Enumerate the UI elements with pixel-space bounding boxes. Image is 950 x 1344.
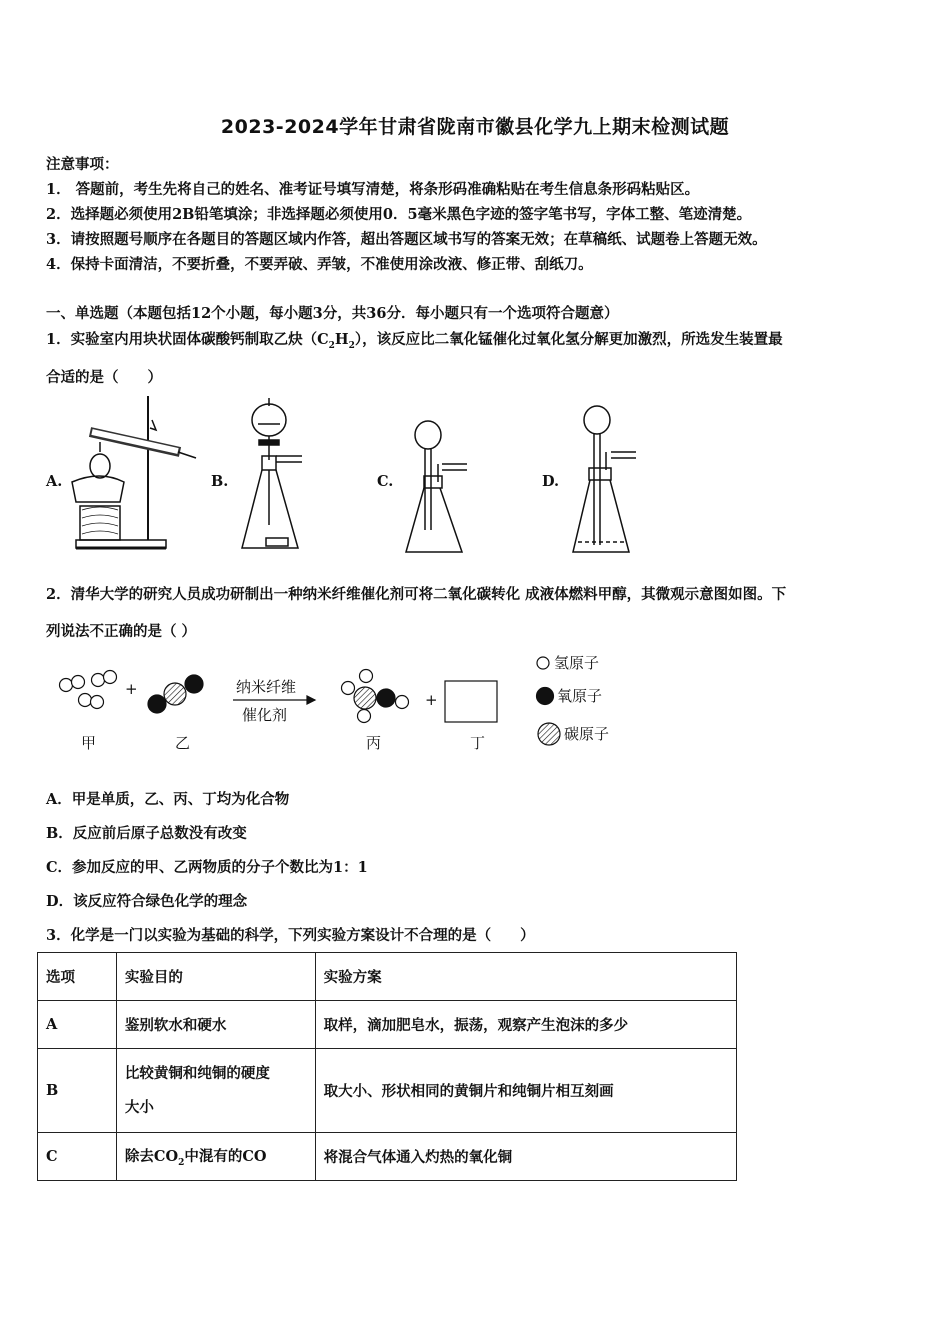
legend-carbon-icon (538, 723, 560, 745)
carbon-dioxide-molecule (148, 675, 203, 713)
row-plan: 取样，滴加肥皂水，振荡，观察产生泡沫的多少 (315, 1001, 736, 1049)
page-title: 2023-2024学年甘肃省陇南市徽县化学九上期末检测试题 (220, 116, 730, 138)
plus-sign-1: + (125, 680, 138, 698)
apparatus-figures (0, 390, 950, 565)
row-option: B (38, 1049, 117, 1133)
label-yi: 乙 (175, 734, 191, 752)
q2-option-d: D．该反应符合绿色化学的理念 (46, 893, 248, 910)
row-purpose: 除去$CO_2$中混有的CO (116, 1133, 315, 1181)
q2-option-b: B．反应前后原子总数没有改变 (46, 825, 247, 842)
apparatus-label-b: B. (211, 473, 229, 490)
hydrogen-molecules (60, 671, 117, 709)
table-header-row (38, 953, 737, 1001)
apparatus-a-heating-tube (72, 396, 196, 548)
apparatus-d-long-neck-funnel (573, 406, 636, 552)
question-2-stem-cont: 列说法不正确的是（ ） (46, 623, 197, 640)
question-2-stem: 2．清华大学的研究人员成功研制出一种纳米纤维催化剂可将二氧化碳转化 成液体燃料甲醇，其微观示意图如图。下 (46, 586, 787, 603)
table-row (38, 1001, 737, 1049)
methanol-molecule (342, 670, 409, 723)
row-purpose: 比较黄铜和纯铜的硬度 大小 (116, 1049, 315, 1133)
q2-option-c: C．参加反应的甲、乙两物质的分子个数比为1：1 (46, 859, 368, 876)
reaction-diagram (0, 650, 950, 760)
header-option: 选项 (38, 953, 117, 1001)
row-plan: 将混合气体通入灼热的氧化铜 (315, 1133, 736, 1181)
label-jia: 甲 (81, 734, 97, 752)
row-option: A (38, 1001, 117, 1049)
notice-item: 1． 答题前，考生先将自己的姓名、准考证号填写清楚，将条形码准确粘贴在考生信息条形码粘贴区。 (46, 181, 700, 198)
header-plan: 实验方案 (315, 953, 736, 1001)
table-row (38, 1049, 737, 1133)
apparatus-label-c: C. (377, 473, 394, 490)
notice-item: 2．选择题必须使用2B铅笔填涂；非选择题必须使用0．5毫米黑色字迹的签字笔书写，字体工整、笔迹清楚。 (46, 206, 752, 223)
row-option: C (38, 1133, 117, 1181)
legend-hydrogen: 氢原子 (554, 654, 600, 672)
header-purpose: 实验目的 (116, 953, 315, 1001)
catalyst-label-bottom: 催化剂 (242, 706, 288, 724)
legend-oxygen-icon (537, 688, 554, 705)
apparatus-label-a: A. (46, 473, 63, 490)
row-purpose: 鉴别软水和硬水 (116, 1001, 315, 1049)
question-1-stem-cont: 合适的是（ ） (46, 369, 162, 386)
question-3-stem: 3．化学是一门以实验为基础的科学，下列实验方案设计不合理的是（ ） (46, 927, 535, 944)
product-box (445, 681, 497, 722)
apparatus-c-thistle-funnel (406, 421, 467, 552)
apparatus-b-separatory-funnel (242, 398, 302, 548)
q2-option-a: A．甲是单质，乙、丙、丁均为化合物 (46, 791, 290, 808)
row-plan: 取大小、形状相同的黄铜片和纯铜片相互刻画 (315, 1049, 736, 1133)
experiment-table (37, 952, 737, 1181)
notice-item: 4．保持卡面清洁，不要折叠，不要弄破、弄皱，不准使用涂改液、修正带、刮纸刀。 (46, 256, 593, 273)
apparatus-label-d: D. (542, 473, 560, 490)
label-bing: 丙 (366, 734, 382, 752)
notice-item: 3．请按照题号顺序在各题目的答题区域内作答，超出答题区域书写的答案无效；在草稿纸、试题卷上答题无效。 (46, 231, 767, 248)
catalyst-label-top: 纳米纤维 (236, 678, 297, 696)
notice-heading: 注意事项： (46, 156, 119, 173)
section-heading: 一、单选题（本题包括12个小题，每小题3分，共36分．每小题只有一个选项符合题意） (46, 305, 619, 322)
question-1-stem: 1．实验室内用块状固体碳酸钙制取乙炔$(C_2H_2)$，该反应比二氧化锰催化过氧化氢分解更加激烈，所选发生装置最 (46, 331, 783, 351)
plus-sign-2: + (425, 691, 438, 709)
label-ding: 丁 (470, 734, 486, 752)
table-row (38, 1133, 737, 1181)
legend-hydrogen-icon (537, 657, 549, 669)
legend-carbon: 碳原子 (564, 725, 610, 743)
legend-oxygen: 氧原子 (557, 687, 603, 705)
